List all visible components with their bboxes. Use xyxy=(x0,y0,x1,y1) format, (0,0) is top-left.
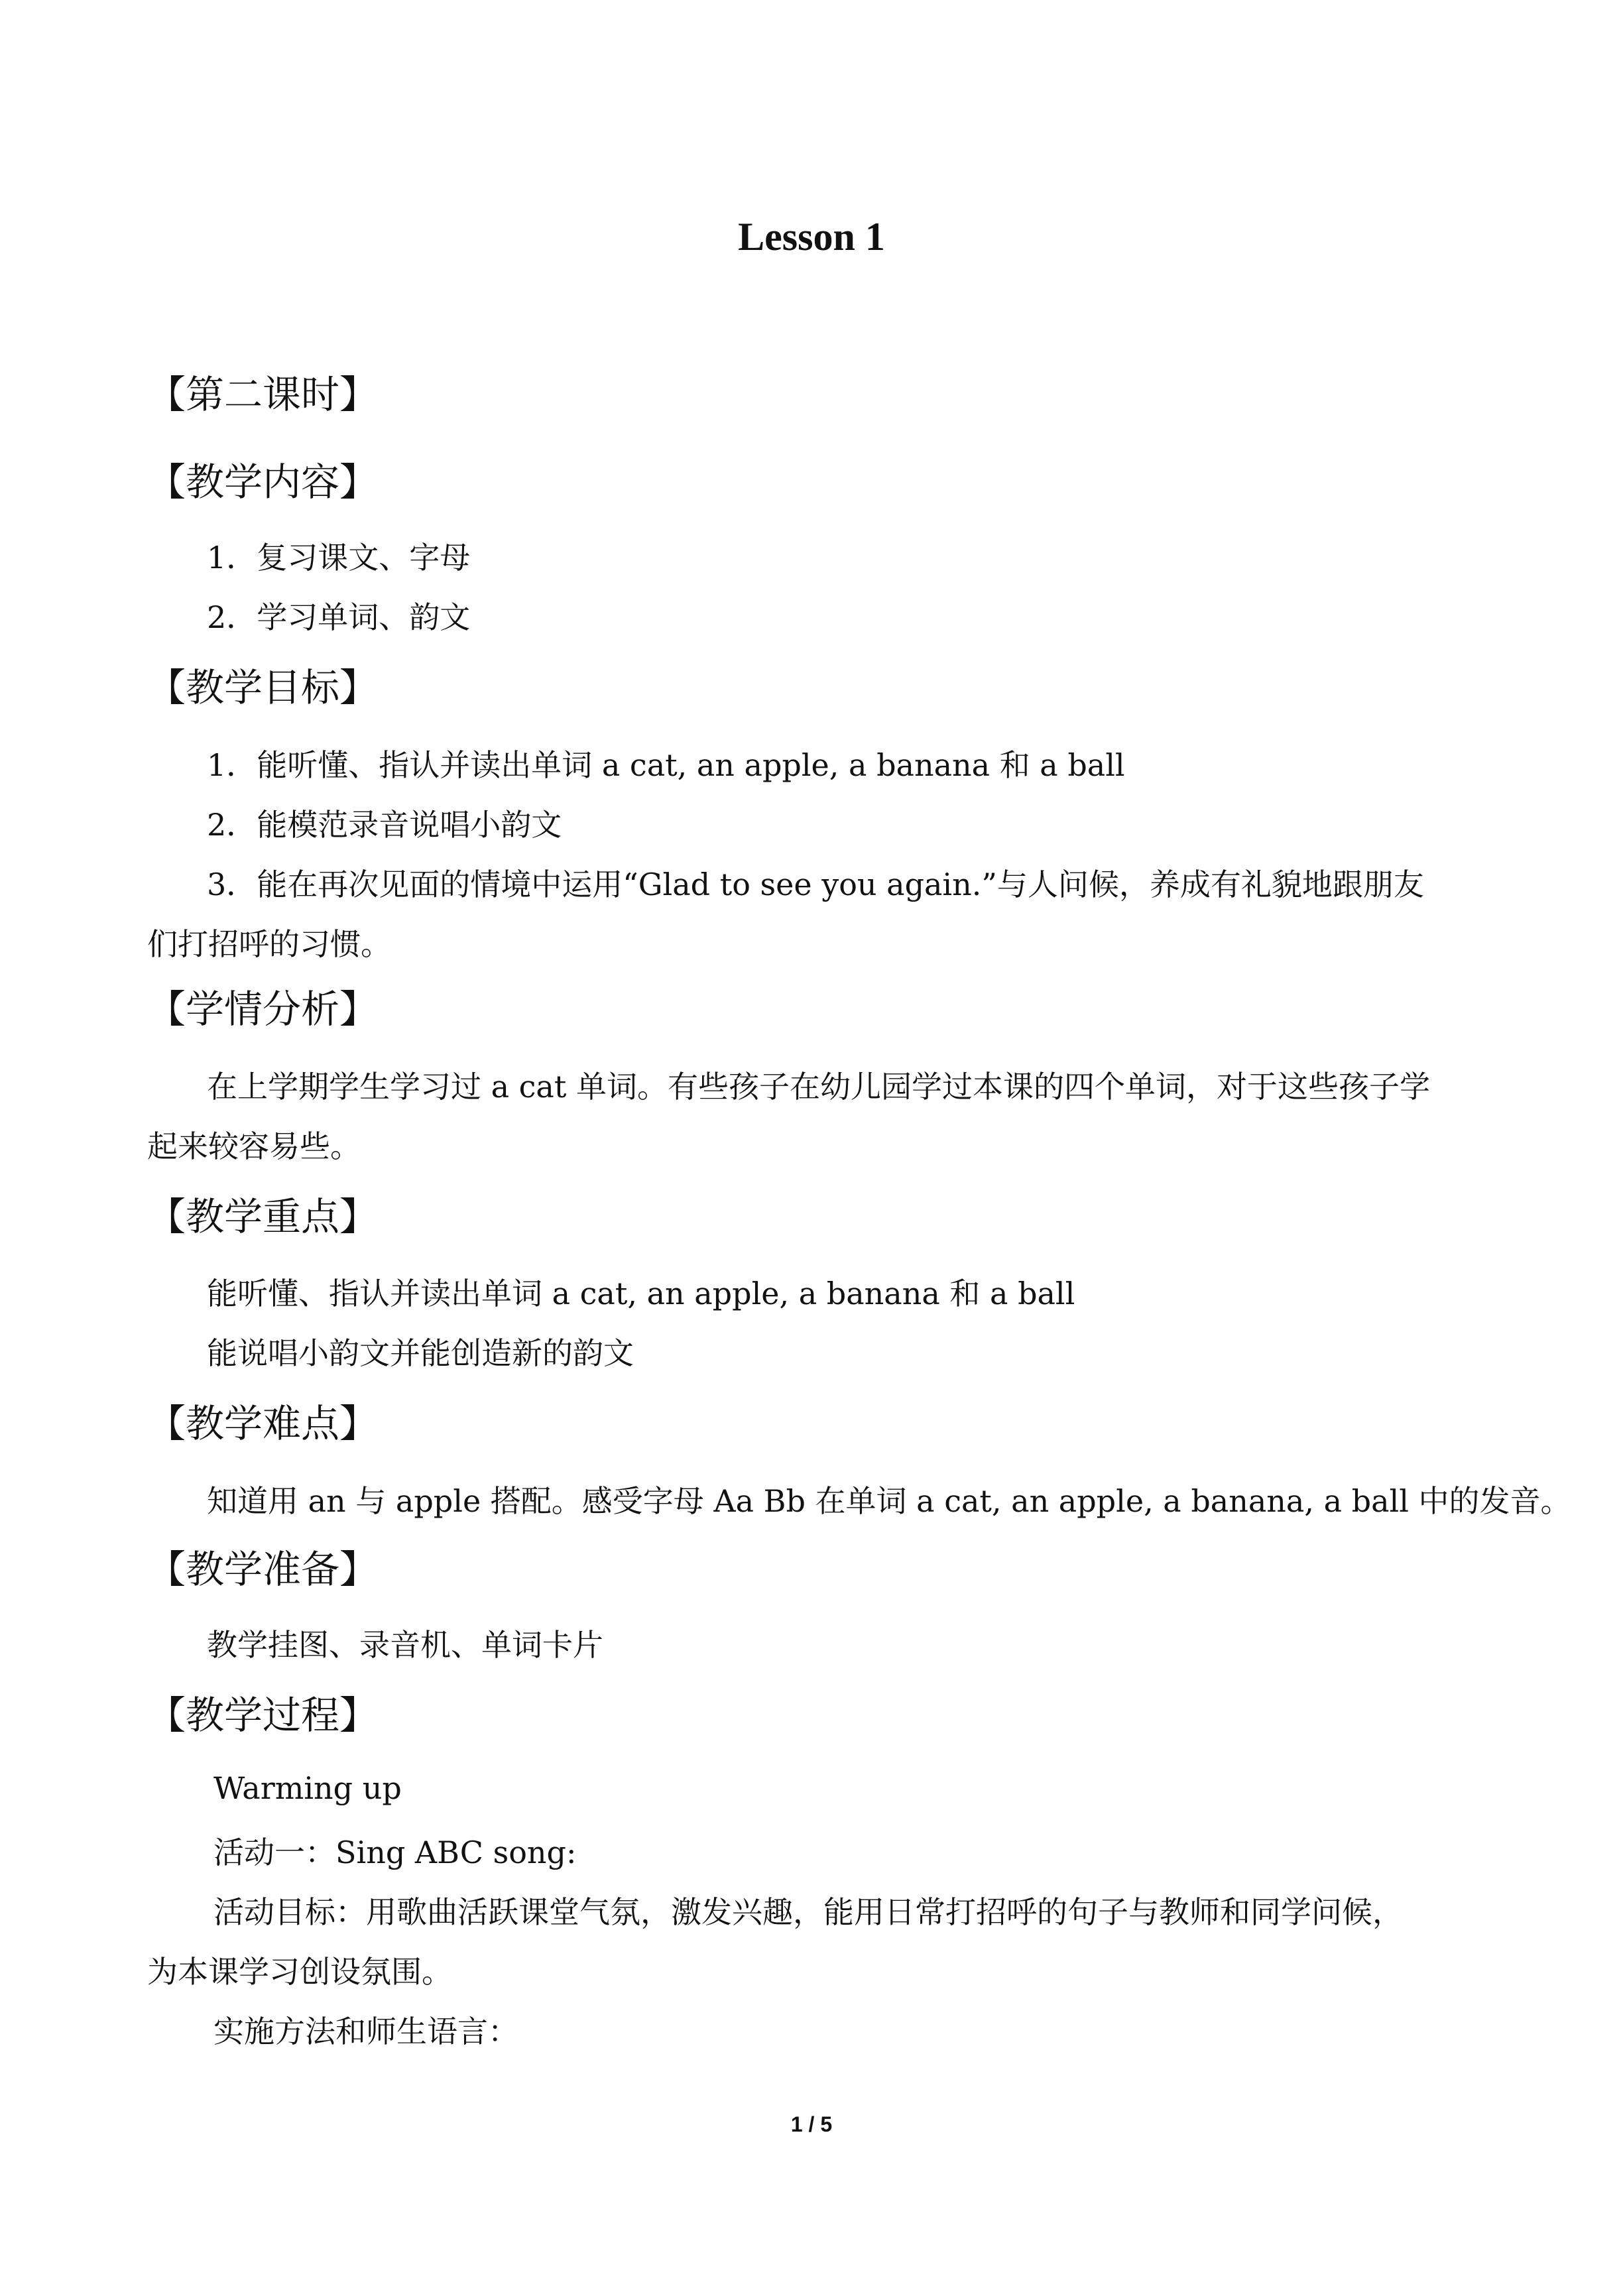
heading-preparation: 【教学准备】 xyxy=(147,1547,379,1592)
focus-line: 能说唱小韵文并能创造新的韵文 xyxy=(207,1335,634,1371)
focus-line: 能听懂、指认并读出单词 a cat, an apple, a banana 和 a ball xyxy=(207,1276,1075,1311)
heading-period: 【第二课时】 xyxy=(147,372,379,417)
analysis-line: 在上学期学生学习过 a cat 单词。有些孩子在幼儿园学过本课的四个单词，对于这些孩子学 xyxy=(207,1069,1430,1105)
goal-item-continued: 们打招呼的习惯。 xyxy=(147,926,391,962)
content-item: 1．复习课文、字母 xyxy=(207,540,471,575)
process-line: Warming up xyxy=(213,1770,402,1806)
heading-content: 【教学内容】 xyxy=(147,459,379,505)
heading-analysis: 【学情分析】 xyxy=(147,987,379,1032)
goal-item: 3．能在再次见面的情境中运用“Glad to see you again.”与人问候，养成有礼貌地跟朋友 xyxy=(207,867,1424,902)
heading-goals: 【教学目标】 xyxy=(147,665,379,710)
heading-focus: 【教学重点】 xyxy=(147,1194,379,1239)
process-line: 实施方法和师生语言： xyxy=(213,2014,518,2049)
process-line-continued: 为本课学习创设氛围。 xyxy=(147,1954,452,1990)
goal-item: 2．能模范录音说唱小韵文 xyxy=(207,807,562,843)
preparation-line: 教学挂图、录音机、单词卡片 xyxy=(207,1627,603,1663)
page-title: Lesson 1 xyxy=(738,215,885,259)
content-item: 2．学习单词、韵文 xyxy=(207,599,471,635)
process-line: 活动目标：用歌曲活跃课堂气氛，激发兴趣，能用日常打招呼的句子与教师和同学问候， xyxy=(213,1894,1403,1930)
process-line: 活动一：Sing ABC song: xyxy=(213,1835,577,1870)
heading-process: 【教学过程】 xyxy=(147,1693,379,1738)
analysis-line: 起来较容易些。 xyxy=(147,1128,361,1164)
difficulty-line: 知道用 an 与 apple 搭配。感受字母 Aa Bb 在单词 a cat, an apple, a banana, a ball 中的发音。 xyxy=(207,1483,1571,1519)
page-number: 1 / 5 xyxy=(790,2112,833,2136)
heading-difficulty: 【教学难点】 xyxy=(147,1401,379,1446)
goal-item: 1．能听懂、指认并读出单词 a cat, an apple, a banana 和 a ball xyxy=(207,747,1125,783)
